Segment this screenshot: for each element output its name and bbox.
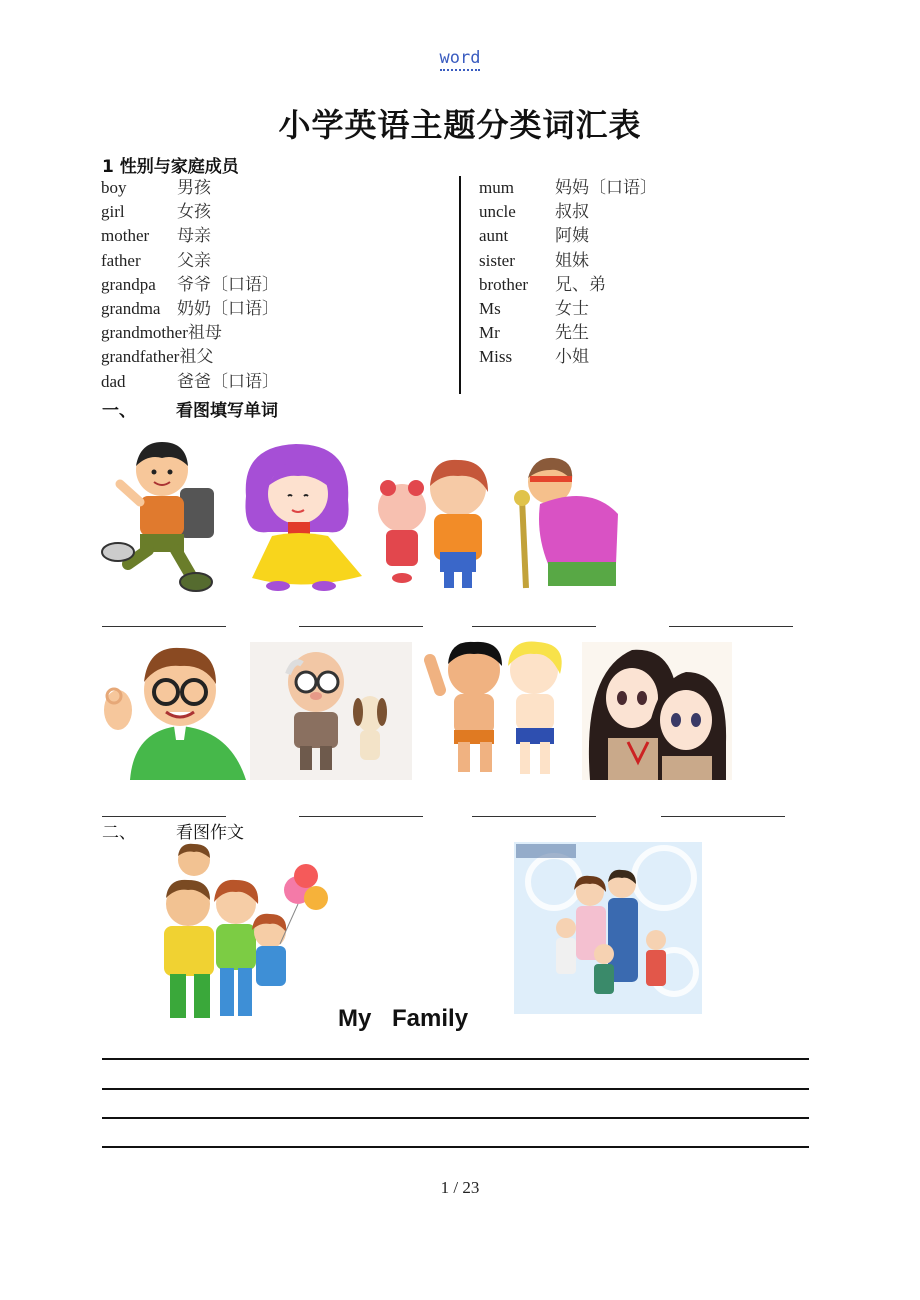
page-title: 小学英语主题分类词汇表 [278, 106, 642, 144]
exercise-2-number: 二、 [102, 823, 136, 843]
brothers-illustration [410, 630, 582, 780]
vocab-english: grandpa [101, 274, 156, 294]
vocab-row [479, 176, 657, 200]
vocab-chinese: 先生 [555, 323, 589, 344]
vocab-row [101, 249, 211, 273]
vocab-row [479, 224, 589, 248]
boy-illustration [100, 436, 232, 594]
writing-line[interactable] [102, 1088, 809, 1090]
header-word-link[interactable]: word [0, 48, 920, 68]
answer-blank[interactable] [299, 816, 423, 817]
vocab-chinese: 女孩 [177, 202, 211, 223]
sisters-illustration [582, 642, 732, 780]
vocab-english: grandfather [101, 347, 180, 367]
answer-blank[interactable] [472, 626, 596, 627]
vocab-row [101, 370, 279, 394]
writing-line[interactable] [102, 1058, 809, 1060]
exercise-1-number: 一、 [102, 401, 136, 421]
writing-line[interactable] [102, 1117, 809, 1119]
girl-illustration [232, 436, 368, 594]
vocab-english: Ms [479, 299, 501, 318]
exercise-1-label: 看图填写单词 [176, 401, 278, 421]
vocab-chinese: 爷爷〔口语〕 [177, 274, 279, 295]
vocab-english: father [101, 250, 141, 270]
vocab-chinese: 祖父 [179, 347, 214, 368]
exercise-2-label: 看图作文 [176, 823, 244, 843]
vocab-row [101, 297, 279, 321]
vocab-chinese: 爸爸〔口语〕 [177, 371, 279, 392]
vocab-english: Mr [479, 323, 500, 343]
vocab-chinese: 叔叔 [555, 202, 589, 223]
vocab-chinese: 母亲 [177, 226, 211, 247]
vocab-chinese: 祖母 [187, 323, 222, 344]
vocab-row [479, 249, 589, 273]
composition-title: My Family [338, 1005, 469, 1032]
vocab-chinese: 女士 [555, 299, 589, 319]
vocab-english: boy [101, 178, 127, 197]
grandpa-illustration [250, 642, 412, 780]
vocab-chinese: 姐妹 [555, 250, 589, 271]
vocab-chinese: 奶奶〔口语〕 [177, 299, 279, 319]
answer-blank[interactable] [102, 626, 226, 627]
vocab-english: mum [479, 178, 514, 197]
family-illustration [140, 840, 330, 1030]
vocab-english: mother [101, 226, 150, 246]
vocab-english: grandma [101, 299, 161, 318]
vocab-chinese: 兄、弟 [555, 274, 606, 295]
vocab-english: brother [479, 274, 529, 294]
answer-blank[interactable] [661, 816, 785, 817]
vocab-row [101, 273, 279, 297]
vocab-chinese: 阿姨 [555, 226, 589, 247]
vocab-row [101, 200, 211, 224]
column-divider [459, 176, 461, 394]
vocab-row [479, 297, 589, 321]
vocab-english: uncle [479, 202, 516, 222]
vocab-english: girl [101, 202, 125, 222]
vocab-english: sister [479, 250, 515, 270]
vocab-english: grandmother [101, 323, 188, 343]
vocab-chinese: 小姐 [555, 347, 589, 368]
vocab-row [101, 321, 222, 345]
answer-blank[interactable] [669, 626, 793, 627]
father-illustration [100, 640, 250, 780]
mother-child-illustration [366, 452, 498, 594]
vocab-chinese: 男孩 [177, 178, 211, 198]
page-number: 1 / 23 [440, 1178, 480, 1197]
section-heading: 1 性别与家庭成员 [102, 157, 239, 177]
answer-blank[interactable] [472, 816, 596, 817]
vocab-english: Miss [479, 347, 513, 367]
answer-blank[interactable] [299, 626, 423, 627]
vocab-row [479, 345, 589, 369]
vocab-row [479, 273, 606, 297]
vocab-row [101, 345, 213, 369]
answer-blank[interactable] [102, 816, 226, 817]
vocab-row [479, 321, 589, 345]
vocab-row [479, 200, 589, 224]
writing-line[interactable] [102, 1146, 809, 1148]
vocab-chinese: 妈妈〔口语〕 [555, 178, 657, 198]
vocab-row [101, 224, 211, 248]
vocab-english: aunt [479, 226, 509, 246]
family-portrait-illustration [514, 842, 702, 1014]
vocab-english: dad [101, 371, 126, 391]
grandma-illustration [500, 454, 626, 594]
vocab-row [101, 176, 211, 200]
vocab-chinese: 父亲 [177, 250, 211, 271]
